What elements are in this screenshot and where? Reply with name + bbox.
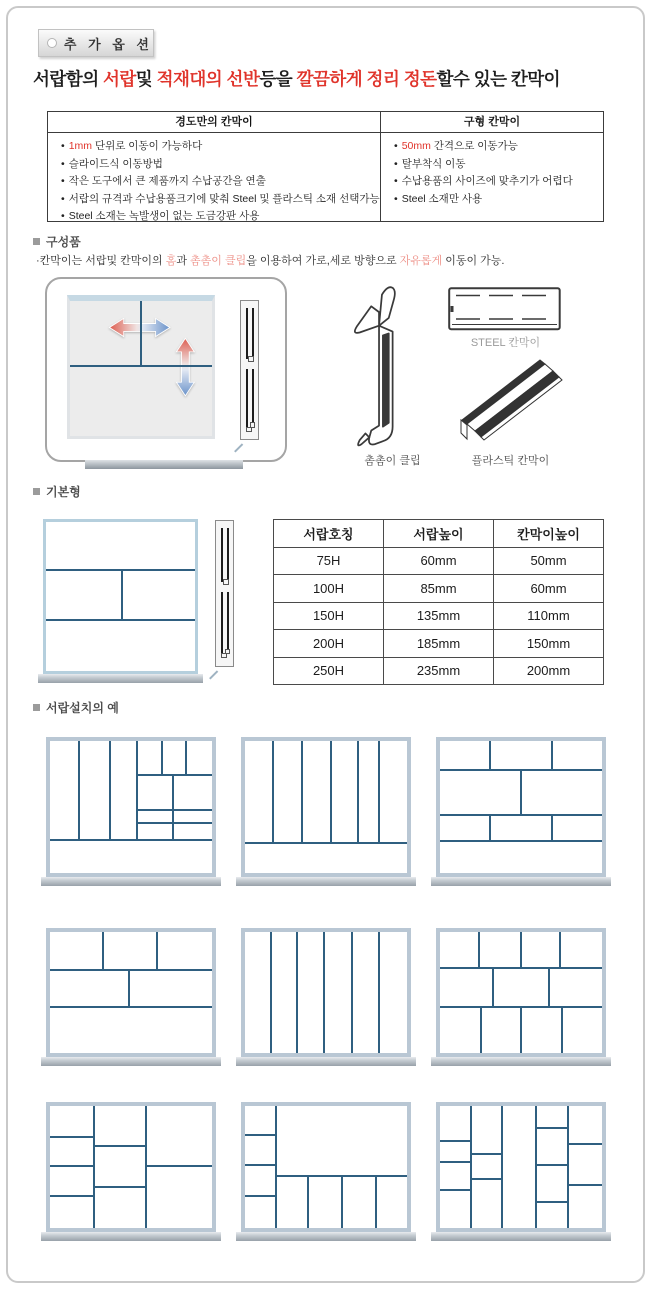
slot-line: [252, 308, 254, 359]
drawer-frame: [241, 928, 411, 1057]
text-segment: 서랍함의: [33, 69, 103, 89]
feature-item: [394, 156, 599, 174]
divider-line: [102, 932, 104, 970]
section-heading-label: 구성품: [46, 235, 81, 249]
divider-line: [489, 815, 491, 841]
bullet-icon: •: [61, 192, 65, 205]
divider-line: [145, 1106, 147, 1228]
text-segment: 깔끔하게 정리 정돈: [296, 69, 437, 89]
text-segment: 탈부착식 이동: [401, 157, 466, 170]
drawer-interior: [50, 932, 212, 1053]
divider-line: [323, 932, 325, 1053]
drawer-base: [236, 1057, 416, 1066]
drawer-example-7: [46, 1102, 216, 1241]
column-header: 서랍호칭: [274, 520, 384, 548]
divider-line: [341, 1176, 343, 1228]
table-cell: 235mm: [384, 657, 494, 685]
table-row: [274, 630, 604, 658]
slot-line: [221, 528, 223, 582]
divider-line: [536, 1164, 568, 1166]
drawer-base: [85, 460, 243, 469]
divider-front-view: [215, 520, 234, 667]
divider-line: [245, 1195, 276, 1197]
steel-divider-drawing: [448, 287, 561, 331]
drawer-example-1: [46, 737, 216, 886]
slot-line: [246, 369, 248, 428]
feature-item: [61, 156, 376, 174]
text-segment: 이동이 가능.: [442, 255, 505, 267]
table-cell: 60mm: [494, 575, 604, 603]
drawer-example-6: [436, 928, 606, 1066]
divider-line: [128, 970, 130, 1008]
drawer-interior: [46, 522, 195, 671]
drawer-example-8: [241, 1102, 411, 1241]
spec-table: [273, 519, 604, 685]
drawer-interior: [440, 741, 602, 873]
drawer-topview-diagram: [67, 295, 215, 439]
table-row: [274, 657, 604, 685]
slot-line: [227, 528, 229, 582]
drawer-base: [38, 674, 203, 683]
divider-line: [440, 1140, 471, 1142]
divider-line: [375, 1176, 377, 1228]
drawer-example-2: [241, 737, 411, 886]
table-cell: 135mm: [384, 602, 494, 630]
divider-line: [161, 741, 163, 775]
divider-line: [93, 1106, 95, 1228]
bullet-dot-icon: [47, 38, 57, 48]
divider-front-view: [240, 300, 259, 440]
table-cell: 60mm: [384, 547, 494, 575]
divider-line: [109, 741, 111, 840]
divider-line: [296, 932, 298, 1053]
divider-line: [245, 842, 407, 844]
drawer-interior: [440, 1106, 602, 1228]
section-heading-basic: [33, 483, 81, 500]
drawer-frame: [436, 737, 606, 877]
divider-line: [245, 1164, 276, 1166]
text-segment: 홈: [165, 255, 177, 267]
text-segment: 서랍의 규격과 수납용품크기에 맞춰 Steel 및 플라스틱 소재 선택가능: [68, 192, 380, 205]
divider-line: [548, 968, 550, 1007]
clip-notch: [225, 649, 231, 655]
table-cell: 150mm: [494, 630, 604, 658]
components-description: [36, 252, 504, 268]
divider-line: [70, 365, 212, 367]
section-heading-examples: [33, 699, 119, 716]
clip-label: 촘촘이 클립: [364, 455, 421, 467]
divider-line: [378, 741, 380, 843]
drawer-frame: [43, 519, 198, 674]
divider-line: [568, 1184, 602, 1186]
divider-line: [140, 301, 142, 366]
divider-line: [536, 1201, 568, 1203]
steel-divider-label: STEEL 칸막이: [470, 337, 541, 349]
bullet-icon: •: [394, 157, 398, 170]
divider-line: [185, 741, 187, 775]
drawer-base: [236, 1232, 416, 1241]
drawer-frame: [436, 1102, 606, 1232]
divider-line: [471, 1178, 502, 1180]
text-segment: 과: [176, 255, 191, 267]
divider-line: [501, 1106, 503, 1228]
section-heading-label: 기본형: [46, 485, 81, 499]
drawer-frame: [241, 1102, 411, 1232]
drawer-interior: [245, 1106, 407, 1228]
drawer-example-9: [436, 1102, 606, 1241]
column-header: 구형 칸막이: [381, 112, 603, 133]
divider-line: [440, 1161, 471, 1163]
divider-line: [536, 1127, 568, 1129]
square-bullet-icon: [33, 238, 40, 245]
vertical-move-arrow-icon: [174, 336, 197, 398]
divider-line: [94, 1145, 146, 1147]
page-title: [33, 66, 560, 91]
drawer-base: [236, 877, 416, 886]
square-bullet-icon: [33, 704, 40, 711]
slot-line: [246, 308, 248, 359]
text-segment: 서랍: [102, 69, 136, 89]
comparison-column-old-type: [381, 112, 603, 221]
table-row: [274, 547, 604, 575]
drawer-frame: [241, 737, 411, 877]
divider-line: [478, 932, 480, 968]
drawer-example-4: [46, 928, 216, 1066]
feature-item: [394, 138, 599, 156]
slot-line: [221, 592, 223, 654]
drawer-example-5: [241, 928, 411, 1066]
divider-line: [146, 1165, 212, 1167]
feature-item: [61, 138, 376, 156]
column-header: 경도만의 칸막이: [48, 112, 380, 133]
drawer-base: [41, 1232, 221, 1241]
divider-line: [378, 932, 380, 1053]
divider-line: [272, 741, 274, 843]
comparison-column-kyungdo: [48, 112, 381, 221]
movement-diagram-box: [45, 277, 287, 462]
divider-line: [136, 741, 138, 840]
drawer-interior: [70, 301, 212, 436]
drawer-interior: [245, 932, 407, 1053]
text-segment: 단위로 이동이 가능하다: [92, 140, 203, 152]
divider-line: [137, 822, 212, 824]
table-row: [274, 575, 604, 603]
plastic-divider-drawing: [455, 350, 563, 450]
text-segment: 적재대의 선반: [156, 69, 260, 89]
drawer-interior: [440, 932, 602, 1053]
drawer-frame: [46, 737, 216, 877]
divider-line: [440, 840, 602, 842]
feature-item: [394, 191, 599, 209]
divider-line: [470, 1106, 472, 1228]
drawer-base: [431, 1057, 611, 1066]
clip-notch: [248, 356, 254, 362]
clip-drawing: [335, 283, 425, 448]
text-segment: 슬라이드식 이동방법: [68, 157, 163, 170]
divider-line: [351, 932, 353, 1053]
divider-line: [50, 1006, 212, 1008]
text-segment: Steel 소재는 녹발생이 없는 도금강판 사용: [68, 210, 260, 222]
text-segment: 50mm: [401, 140, 431, 152]
clip-notch: [223, 579, 229, 585]
section-heading-components: [33, 233, 81, 250]
text-segment: 및: [135, 69, 157, 89]
divider-line: [489, 741, 491, 770]
feature-item: [61, 191, 380, 209]
divider-line: [301, 741, 303, 843]
drawer-frame: [436, 928, 606, 1057]
bullet-icon: •: [61, 157, 65, 170]
feature-list: [381, 138, 603, 208]
feature-item: [61, 173, 376, 191]
divider-line: [94, 1186, 146, 1188]
text-segment: ·칸막이는 서랍및 칸막이의: [36, 255, 166, 267]
divider-line: [50, 1136, 94, 1138]
divider-line: [50, 1165, 94, 1167]
bullet-icon: •: [394, 175, 398, 187]
slot-line: [252, 369, 254, 428]
comparison-table: [47, 111, 604, 222]
basic-drawer-diagram: [43, 519, 198, 683]
column-header: 서랍높이: [384, 520, 494, 548]
bullet-icon: •: [61, 175, 65, 187]
drawer-base: [431, 1232, 611, 1241]
text-segment: 촘촘이 클립: [190, 255, 247, 267]
drawer-base: [431, 877, 611, 886]
divider-line: [520, 932, 522, 968]
table-cell: 100H: [274, 575, 384, 603]
divider-line: [245, 1134, 276, 1136]
bullet-icon: •: [394, 192, 398, 205]
divider-line: [492, 968, 494, 1007]
feature-item: [394, 173, 599, 191]
text-segment: 자유롭게: [399, 255, 443, 267]
table-cell: 185mm: [384, 630, 494, 658]
table-cell: 150H: [274, 602, 384, 630]
drawer-base: [41, 1057, 221, 1066]
slot-line: [227, 592, 229, 654]
divider-line: [535, 1106, 537, 1228]
divider-line: [330, 741, 332, 843]
table-row: [274, 602, 604, 630]
divider-line: [440, 1189, 471, 1191]
divider-line: [156, 932, 158, 970]
divider-line: [520, 770, 522, 815]
bullet-icon: •: [61, 140, 65, 152]
drawer-interior: [245, 741, 407, 873]
section-badge: [38, 29, 154, 57]
text-segment: 1mm: [68, 140, 93, 152]
divider-line: [275, 1106, 277, 1228]
text-segment: 간격으로 이동가능: [430, 140, 518, 152]
divider-line: [551, 815, 553, 841]
divider-line: [137, 774, 212, 776]
divider-line: [357, 741, 359, 843]
table-cell: 200mm: [494, 657, 604, 685]
divider-line: [50, 969, 212, 971]
table-cell: 75H: [274, 547, 384, 575]
bullet-icon: •: [61, 210, 65, 222]
column-header: 칸막이높이: [494, 520, 604, 548]
feature-list: [48, 138, 380, 226]
section-heading-label: 서랍설치의 예: [46, 701, 119, 715]
drawer-example-3: [436, 737, 606, 886]
drawer-frame: [46, 928, 216, 1057]
divider-line: [121, 570, 123, 621]
divider-line: [50, 1195, 94, 1197]
drawer-base: [41, 877, 221, 886]
text-segment: 을 이용하여 가로,세로 방향으로: [246, 255, 400, 267]
divider-line: [480, 1007, 482, 1053]
table-cell: 200H: [274, 630, 384, 658]
divider-line: [551, 741, 553, 770]
table-cell: 50mm: [494, 547, 604, 575]
divider-line: [471, 1153, 502, 1155]
divider-line: [78, 741, 80, 840]
table-cell: 110mm: [494, 602, 604, 630]
text-segment: 작은 도구에서 큰 제품까지 수납공간을 연출: [68, 175, 266, 187]
plastic-divider-label: 플라스틱 칸막이: [471, 455, 550, 467]
drawer-frame: [46, 1102, 216, 1232]
table-cell: 250H: [274, 657, 384, 685]
divider-line: [559, 932, 561, 968]
drawer-interior: [50, 741, 212, 873]
text-segment: Steel 소재만 사용: [401, 192, 483, 205]
clip-notch: [250, 422, 256, 428]
divider-line: [520, 1007, 522, 1053]
feature-item: [61, 208, 376, 226]
divider-line: [137, 809, 212, 811]
badge-label: 추 가 옵 션: [63, 36, 153, 52]
drawer-interior: [50, 1106, 212, 1228]
divider-line: [50, 839, 212, 841]
divider-line: [270, 932, 272, 1053]
bullet-icon: •: [394, 140, 398, 152]
table-cell: 85mm: [384, 575, 494, 603]
divider-line: [567, 1106, 569, 1228]
text-segment: 할수 있는 칸막이: [436, 69, 561, 89]
square-bullet-icon: [33, 488, 40, 495]
divider-line: [307, 1176, 309, 1228]
divider-line: [561, 1007, 563, 1053]
divider-line: [568, 1143, 602, 1145]
text-segment: 등을: [259, 69, 297, 89]
text-segment: 수납용품의 사이즈에 맞추기가 어렵다: [401, 175, 573, 187]
